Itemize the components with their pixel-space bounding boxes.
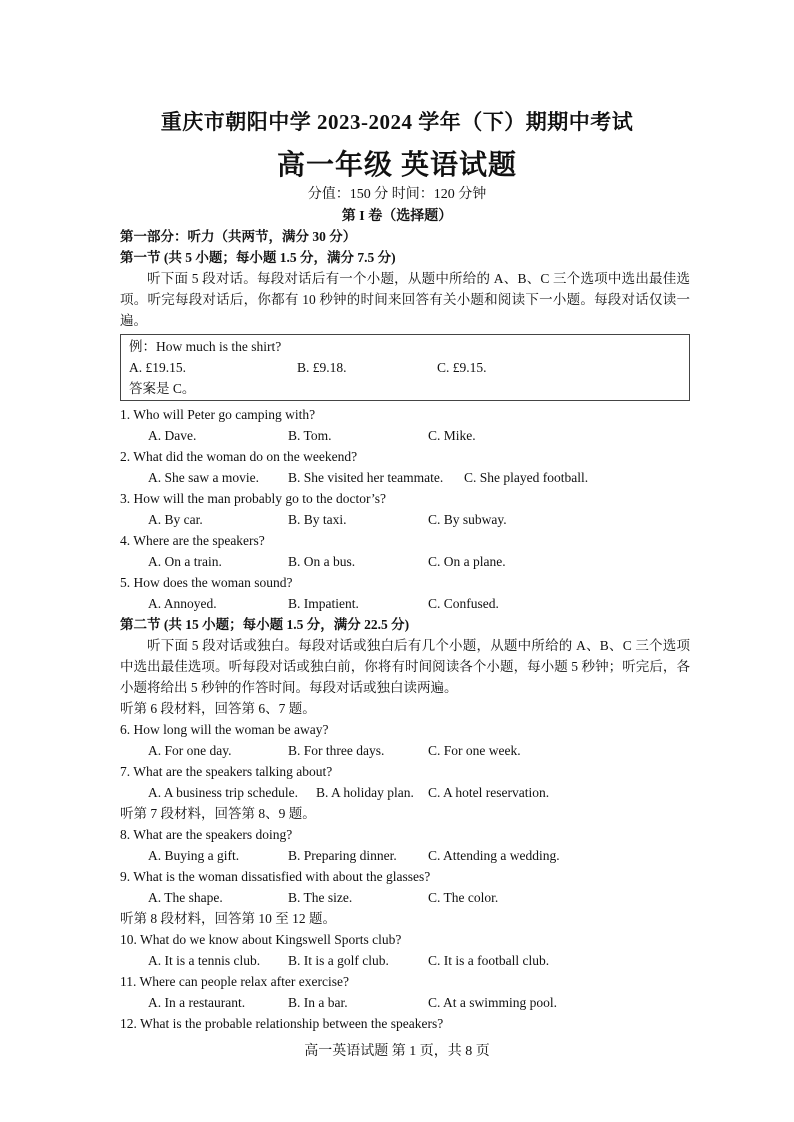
option-b: B. On a bus.	[288, 554, 356, 569]
question-10: 10. What do we know about Kingswell Sports club?	[120, 932, 402, 947]
question-7-options	[120, 782, 690, 803]
question-8: 8. What are the speakers doing?	[120, 827, 293, 842]
question-1: 1. Who will Peter go camping with?	[120, 407, 316, 422]
school-title: 重庆市朝阳中学 2023-2024 学年（下）期期中考试	[160, 110, 634, 134]
question-3-options	[120, 509, 690, 530]
option-b: B. A holiday plan.	[316, 785, 414, 800]
question-2: 2. What did the woman do on the weekend?	[120, 449, 358, 464]
option-b: B. The size.	[288, 890, 353, 905]
question-10-options	[120, 950, 690, 971]
option-c: C. It is a football club.	[428, 953, 550, 968]
option-a: A. She saw a movie.	[148, 470, 259, 485]
question-4: 4. Where are the speakers?	[120, 533, 265, 548]
section2-heading: 第二节 (共 15 小题；每小题 1.5 分，满分 22.5 分)	[120, 617, 410, 632]
option-c: C. On a plane.	[428, 554, 506, 569]
material-8-note: 听第 8 段材料，回答第 10 至 12 题。	[120, 911, 336, 926]
question-4-options	[120, 551, 690, 572]
option-b: B. In a bar.	[288, 995, 348, 1010]
question-2-options	[120, 467, 690, 488]
exam-content	[120, 226, 690, 1034]
material-7-note: 听第 7 段材料，回答第 8、9 题。	[120, 806, 316, 821]
question-7: 7. What are the speakers talking about?	[120, 764, 333, 779]
part1-heading: 第一部分：听力（共两节，满分 30 分）	[120, 229, 357, 244]
option-b: B. Tom.	[288, 428, 332, 443]
option-a: A. It is a tennis club.	[148, 953, 261, 968]
subject-title: 高一年级 英语试题	[276, 150, 517, 181]
option-b: B. She visited her teammate.	[288, 470, 444, 485]
option-a: A. On a train.	[148, 554, 222, 569]
option-b: B. It is a golf club.	[288, 953, 389, 968]
option-a: A. Dave.	[148, 428, 197, 443]
section1-heading: 第一节 (共 5 小题；每小题 1.5 分，满分 7.5 分)	[120, 250, 396, 265]
option-a: A. For one day.	[148, 743, 232, 758]
score-time: 分值：150 分 时间：120 分钟	[307, 187, 487, 202]
option-c: C. A hotel reservation.	[428, 785, 550, 800]
example-option-a: A. £19.15.	[129, 360, 186, 375]
question-9-options	[120, 887, 690, 908]
option-a: A. Annoyed.	[148, 596, 217, 611]
page-footer: 高一英语试题 第 1 页，共 8 页	[304, 1044, 490, 1059]
option-c: C. Attending a wedding.	[428, 848, 560, 863]
option-a: A. In a restaurant.	[148, 995, 246, 1010]
option-c: C. At a swimming pool.	[428, 995, 558, 1010]
question-6-options	[120, 740, 690, 761]
option-b: B. Preparing dinner.	[288, 848, 397, 863]
option-c: C. Confused.	[428, 596, 499, 611]
option-b: B. For three days.	[288, 743, 385, 758]
example-answer: 答案是 C。	[129, 381, 196, 396]
example-question: 例：How much is the shirt?	[129, 339, 282, 354]
volume-label: 第 I 卷（选择题）	[341, 209, 453, 224]
option-b: B. Impatient.	[288, 596, 359, 611]
option-c: C. The color.	[428, 890, 499, 905]
question-12: 12. What is the probable relationship between the speakers?	[120, 1016, 444, 1031]
example-options	[129, 357, 681, 378]
option-a: A. By car.	[148, 512, 203, 527]
option-a: A. A business trip schedule.	[148, 785, 298, 800]
section2-instructions: 听下面 5 段对话或独白。每段对话或独白后有几个小题，从题中所给的 A、B、C 三个选项中选出最佳选项。听每段对话或独白前，你将有时间阅读各个小题，每小题 5 秒钟；听完后，各小题将给出 5 秒钟的作答时间。每段对话或独白读两遍。	[120, 638, 690, 695]
option-c: C. She played football.	[464, 470, 589, 485]
option-c: C. By subway.	[428, 512, 507, 527]
question-6: 6. How long will the woman be away?	[120, 722, 329, 737]
section1-instructions: 听下面 5 段对话。每段对话后有一个小题，从题中所给的 A、B、C 三个选项中选出最佳选项。听完每段对话后，你都有 10 秒钟的时间来回答有关小题和阅读下一小题。每段对话仅读一遍。	[120, 271, 690, 328]
question-9: 9. What is the woman dissatisfied with about the glasses?	[120, 869, 431, 884]
option-b: B. By taxi.	[288, 512, 347, 527]
question-5-options	[120, 593, 690, 614]
question-1-options	[120, 425, 690, 446]
option-c: C. Mike.	[428, 428, 476, 443]
question-11-options	[120, 992, 690, 1013]
option-a: A. Buying a gift.	[148, 848, 240, 863]
example-option-c: C. £9.15.	[437, 360, 487, 375]
material-6-note: 听第 6 段材料，回答第 6、7 题。	[120, 701, 316, 716]
question-8-options	[120, 845, 690, 866]
option-a: A. The shape.	[148, 890, 223, 905]
question-11: 11. Where can people relax after exercise?	[120, 974, 349, 989]
option-c: C. For one week.	[428, 743, 521, 758]
question-3: 3. How will the man probably go to the doctor’s?	[120, 491, 386, 506]
example-option-b: B. £9.18.	[297, 360, 347, 375]
example-box	[120, 334, 690, 401]
question-5: 5. How does the woman sound?	[120, 575, 293, 590]
